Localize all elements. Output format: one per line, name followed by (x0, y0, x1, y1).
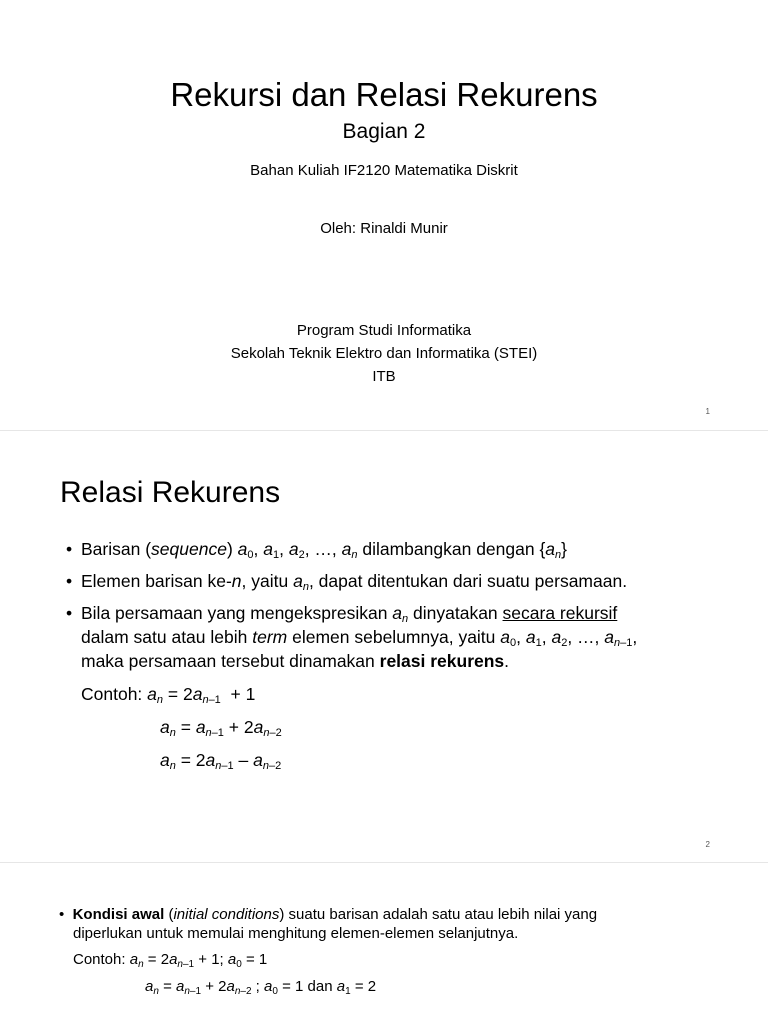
course-name: Bahan Kuliah IF2120 Matematika Diskrit (250, 162, 518, 179)
bullet-recurrence-line-3: maka persamaan tersebut dinamakan relasi rekurens. (81, 651, 510, 671)
slide-1 (0, 0, 768, 430)
bullet-element: • Elemen barisan ke-n, yaitu $a_n$, dapat ditentukan dari suatu persamaan. (66, 571, 628, 593)
slide-title: Relasi Rekurens (60, 476, 281, 509)
initial-example-1: Contoh: $a_n = 2a_{n-1} + 1$; $a_0 = 1$ (73, 951, 268, 970)
bullet-recurrence: • Bila persamaan yang mengekspresikan $a_n$ dinyatakan secara rekursif (66, 603, 618, 625)
institution-line-1: Program Studi Informatika (296, 322, 472, 339)
slide-divider (0, 862, 768, 863)
slide-title: Rekursi dan Relasi Rekurens (170, 76, 598, 113)
initial-conditions-line-2: diperlukan untuk memulai menghitung elemen-elemen selanjutnya. (73, 925, 519, 942)
example-2: $a_n = a_{n-1} + 2a_{n-2}$ (160, 717, 282, 739)
example-1: Contoh: $a_n = 2a_{n-1} + 1$ (81, 684, 256, 706)
page-number: 2 (705, 840, 710, 849)
slide-subtitle: Bagian 2 (342, 120, 426, 143)
example-3: $a_n = 2a_{n-1} - a_{n-2}$ (160, 750, 282, 772)
page-number: 1 (705, 407, 710, 416)
institution-line-3: ITB (372, 368, 396, 385)
bullet-recurrence-line-2: dalam satu atau lebih term elemen sebelumnya, yaitu $a_0$, $a_1$, $a_2$, …, $a_{n-1}$, (81, 627, 638, 649)
bullet-sequence: • Barisan (sequence) $a_0$, $a_1$, $a_2$, …, $a_n$ dilambangkan dengan $\{a_n\}$ (66, 539, 568, 561)
author: Oleh: Rinaldi Munir (320, 220, 448, 237)
initial-example-2: $a_n = a_{n-1} + 2a_{n-2}$ ; $a_0 = 1$ dan $a_1 = 2$ (145, 978, 377, 997)
institution-line-2: Sekolah Teknik Elektro dan Informatika (STEI) (230, 345, 538, 362)
initial-conditions-line-1: • Kondisi awal (initial conditions) suatu barisan adalah satu atau lebih nilai yang (59, 906, 598, 923)
